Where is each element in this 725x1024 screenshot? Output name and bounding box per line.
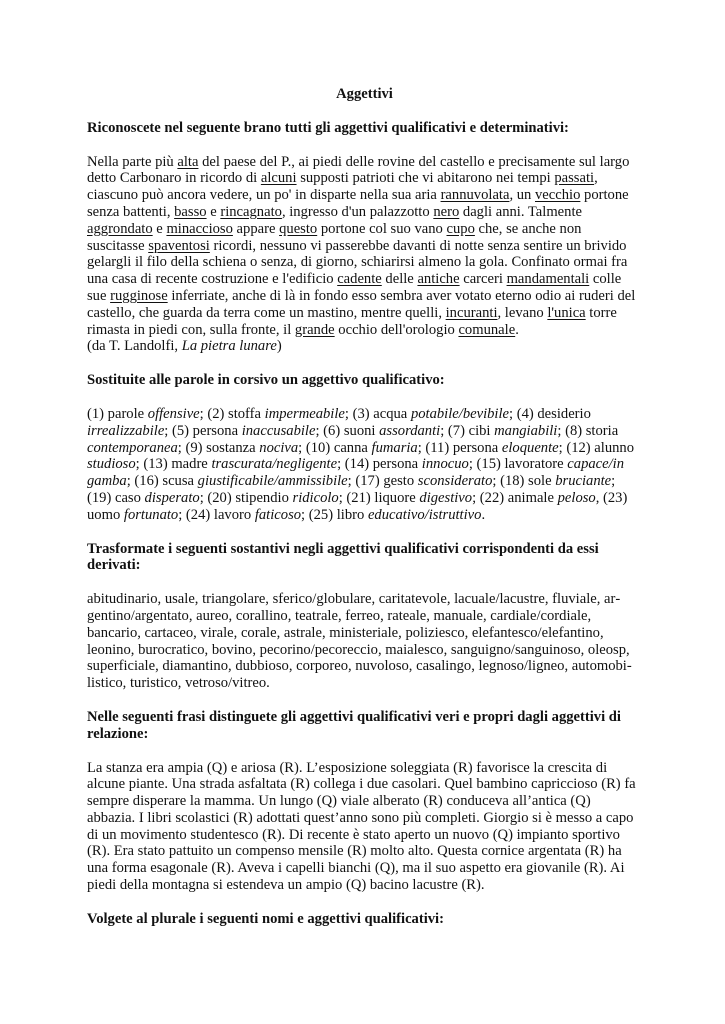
underlined-adjective: spaventosi (148, 237, 210, 254)
text-segment: ; (4) desiderio (509, 405, 591, 422)
italic-term: ridicolo (292, 489, 339, 506)
text-segment: dagli anni. Talmente (459, 203, 582, 220)
italic-term: impermeabile (264, 405, 345, 422)
text-segment: carceri (459, 271, 507, 288)
text-segment: ; (7) cibi (440, 422, 495, 439)
text-segment: ; (8) storia (557, 422, 619, 439)
underlined-adjective: alcuni (260, 170, 297, 187)
text-segment: ; (15) lavoratore (468, 456, 568, 473)
italic-term: disperato (144, 489, 200, 506)
text-segment: ; (9) sostanza (177, 439, 260, 456)
text-segment: e (206, 203, 221, 220)
italic-term: bruciante (555, 473, 612, 490)
italic-term: La pietra lunare (181, 338, 277, 355)
exercise-2-list (87, 406, 642, 524)
exercise-heading-4: Nelle seguenti frasi distinguete gli aggettivi qualificativi veri e propri dagli aggettivi di relazione: (87, 708, 621, 742)
text-segment: supposti patrioti che vi abitarono nei tempi (296, 170, 555, 187)
text-segment: delle (381, 271, 418, 288)
text-segment: che, se anche non suscitasse (87, 220, 582, 254)
text-segment: colle sue (87, 271, 622, 304)
italic-term: giustificabile/ammissibile (197, 473, 348, 490)
exercise-4-text: La stanza era ampia (Q) e ariosa (R). L’esposizione soleggiata (R) favorisce la crescita di alcune piante. Una strada asfaltata (R) collega i due casolari. Quel bambino capriccioso (R) fa sempre disperare la mamma. Un lungo (Q) viale alberato (R) conduceva all’antica (Q) abbazia. I libri scolastici (R) adottati quest’anno sono più completi. Giorgio si è messo a capo di un movimento studentesco (R). Di recente è stato aperto un nuovo (Q) impianto sportivo (R). Era stato pattuito un compenso mensile (R) molto alto. Questa cornice argentata (R) ha una forma esagonale (R). Aveva i capelli bianchi (Q), ma il suo aspetto era giovanile (R). Ai piedi della montagna si estendeva un ampio (Q) bacino lacustre (R). (87, 759, 636, 894)
text-segment: ; (21) liquore (338, 489, 420, 506)
underlined-adjective: aggrondato (87, 220, 153, 237)
underlined-adjective: antiche (417, 271, 460, 288)
underlined-adjective: rugginose (110, 287, 168, 304)
italic-term: digestivo (419, 489, 473, 506)
text-segment: ; (6) suoni (315, 422, 380, 439)
exercise-3-list: abitudinario, usale, triangolare, sferico/globulare, caritatevole, lacuale/lacustre, fluviale, argentino/argentato, aureo, corallino, teatrale, ferreo, rateale, manuale, cardiale/cordiale, bancario, cartaceo, virale, corale, astrale, ministeriale, poliziesco, elefantesco/elefantino, leonino, burocratico, bovino, pecorino/pecoreccio, maialesco, sanguigno/sanguinoso, oleosp, superficiale, diamantino, dubbioso, corporeo, nuvoloso, casalingo, legnoso/ligneo, automobilistico, turistico, vetroso/vitreo. (87, 591, 632, 692)
italic-term: fumaria (371, 439, 418, 456)
text-segment: ; (13) madre (135, 456, 212, 473)
text-segment: ; (19) caso (87, 473, 616, 506)
underlined-adjective: basso (174, 203, 207, 220)
italic-term: eloquente (501, 439, 559, 456)
underlined-adjective: incuranti (445, 304, 498, 321)
text-segment: ; (25) libro (301, 506, 368, 523)
italic-term: faticoso (254, 506, 302, 523)
underlined-adjective: mandamentali (506, 271, 590, 288)
text-segment: ; (10) canna (298, 439, 372, 456)
text-segment: ; (14) persona (337, 456, 422, 473)
italic-term: peloso (557, 489, 596, 506)
literary-passage (87, 154, 642, 356)
text-segment: ; (20) stipendio (199, 489, 293, 506)
text-segment: ; (18) sole (492, 473, 556, 490)
italic-term: inaccusabile (241, 422, 316, 439)
italic-term: capace/in gamba (87, 456, 625, 490)
text-segment: Nella parte più (87, 153, 178, 170)
italic-term: fortunato (123, 506, 179, 523)
text-segment: , ciascuno può ancora vedere, un po' in disparte nella sua aria (87, 170, 598, 204)
italic-term: nociva (259, 439, 299, 456)
underlined-adjective: cupo (446, 220, 475, 237)
text-segment: ; (5) persona (164, 422, 242, 439)
text-segment: del paese del P., ai piedi delle rovine del castello e precisamente sul largo detto Carbonaro in ricordo di (87, 153, 630, 187)
underlined-adjective: alta (177, 153, 199, 170)
text-segment: appare (232, 220, 280, 237)
italic-term: contemporanea (87, 439, 178, 456)
text-segment: ; (3) acqua (344, 405, 411, 422)
italic-term: potabile/bevibile (410, 405, 510, 422)
text-segment: inferriate, anche di là in fondo esso sembra aver votato eterno odio ai ruderi del castello, che guarda da terra come un mastino, mentre quelli, (87, 287, 636, 321)
text-segment: ) (276, 338, 282, 355)
passage-text (87, 154, 642, 339)
text-segment: , levano (497, 304, 548, 321)
text-segment: occhio dell'orologio (334, 321, 459, 338)
text-segment: ; (11) persona (417, 439, 502, 456)
text-segment: ; (22) animale (472, 489, 558, 506)
italic-term: innocuo (421, 456, 469, 473)
underlined-adjective: rincagnato (220, 203, 282, 220)
text-segment: ; (17) gesto (347, 473, 418, 490)
exercise-heading-3: Trasformate i seguenti sostantivi negli aggettivi qualificativi corrispondenti da essi derivati: (87, 540, 599, 574)
underlined-adjective: grande (294, 321, 335, 338)
exercise-heading-2: Sostituite alle parole in corsivo un aggettivo qualificativo: (87, 372, 445, 389)
italic-term: sconsiderato (417, 473, 493, 490)
text-segment: , (23) uomo (87, 489, 628, 523)
document-page (87, 86, 642, 928)
italic-term: assordanti (379, 422, 441, 439)
italic-term: studioso (87, 456, 136, 473)
text-segment: portone col suo vano (317, 220, 447, 237)
text-segment: e (152, 220, 167, 237)
underlined-adjective: cadente (337, 271, 382, 288)
exercise-heading-1: Riconoscete nel seguente brano tutti gli aggettivi qualificativi e determinativi: (87, 119, 569, 136)
text-segment: (da T. Landolfi, (87, 338, 182, 355)
italic-term: trascurata/negligente (211, 456, 338, 473)
exercise-heading-5: Volgete al plurale i seguenti nomi e aggettivi qualificativi: (87, 910, 444, 927)
underlined-adjective: passati (554, 170, 595, 187)
text-segment: ricordi, nessuno vi passerebbe davanti di notte senza sentire un brivido gelargli il filo della schiena o senza, di giorno, schiarirsi almeno la gola. Confinato ormai fra una casa di recente costruzione e l'edificio (87, 237, 628, 288)
text-segment: ; (24) lavoro (178, 506, 255, 523)
text-segment: ; (12) alunno (558, 439, 635, 456)
underlined-adjective: rannuvolata (440, 187, 510, 204)
italic-term: educativo/istruttivo (367, 506, 482, 523)
document-title: Aggettivi (336, 86, 393, 102)
italic-term: offensive (147, 405, 200, 422)
text-segment: portone senza battenti, (87, 187, 629, 220)
text-segment: ; (2) stoffa (199, 405, 265, 422)
italic-term: mangiabili (494, 422, 558, 439)
italic-term: irrealizzabile (87, 422, 165, 439)
underlined-adjective: questo (279, 220, 318, 237)
underlined-adjective: nero (433, 203, 460, 220)
underlined-adjective: comunale (458, 321, 516, 338)
underlined-adjective: minaccioso (166, 220, 233, 237)
passage-source (87, 338, 642, 355)
text-segment: torre rimasta in piedi con, sulla fronte, il (87, 304, 617, 338)
text-segment: (1) parole (87, 405, 148, 422)
text-segment: . (515, 321, 519, 338)
text-segment: ; (16) scusa (126, 473, 198, 490)
underlined-adjective: vecchio (535, 187, 581, 204)
text-segment: , un (509, 187, 535, 204)
text-segment: , ingresso d'un palazzotto (281, 203, 434, 220)
text-segment: . (481, 506, 486, 523)
underlined-adjective: l'unica (547, 304, 586, 321)
